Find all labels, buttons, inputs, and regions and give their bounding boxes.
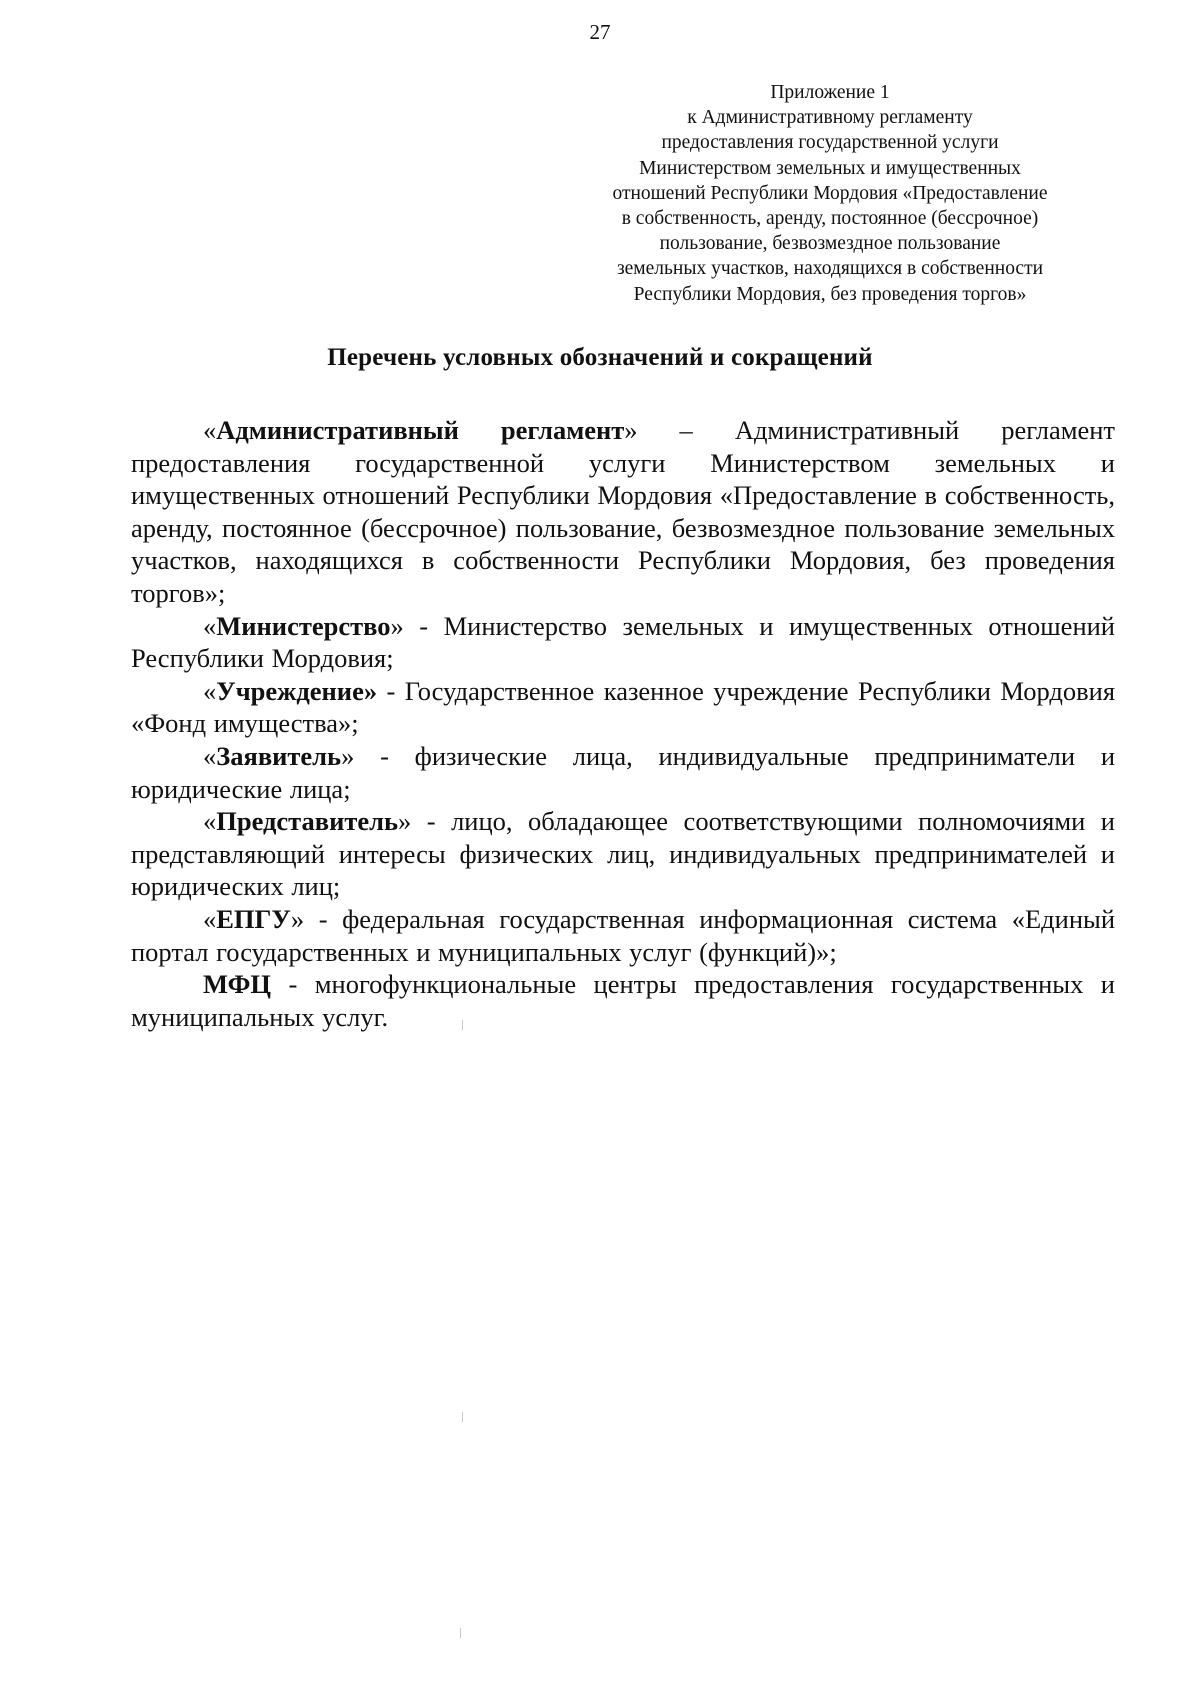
- scan-speck: [462, 1412, 463, 1422]
- definition-dash: -: [354, 740, 415, 771]
- close-quote: »: [290, 903, 305, 934]
- document-title: Перечень условных обозначений и сокращений: [327, 344, 873, 371]
- definition-dash: -: [304, 903, 343, 934]
- page-number: 27: [589, 20, 611, 44]
- definition-administrative-regulation: [131, 414, 1115, 610]
- appendix-line: пользование, безвозмездное пользование: [659, 233, 1001, 255]
- definition-ministry: [131, 610, 1115, 675]
- open-quote: «: [203, 903, 217, 934]
- close-quote: »: [341, 740, 355, 771]
- definition-institution: [131, 675, 1115, 740]
- definition-term: Заявитель: [216, 740, 342, 771]
- definition-dash: -: [403, 610, 444, 641]
- open-quote: «: [203, 806, 217, 837]
- definition-dash: -: [271, 969, 315, 1000]
- open-quote: «: [203, 415, 217, 445]
- definition-text: физические лица, индивидуальные предприниматели и юридические лица;: [131, 740, 1115, 804]
- definition-representative: [131, 805, 1115, 903]
- definition-term: ЕПГУ: [216, 903, 291, 934]
- close-quote: »: [398, 806, 412, 837]
- definition-term: МФЦ: [203, 969, 272, 1000]
- definition-dash: –: [637, 415, 735, 445]
- definition-mfc: [131, 968, 1115, 1033]
- open-quote: «: [203, 675, 217, 706]
- definition-dash: -: [411, 806, 452, 837]
- appendix-line: в собственность, аренду, постоянное (бессрочное): [621, 208, 1039, 230]
- open-quote: «: [203, 740, 217, 771]
- appendix-line: Министерством земельных и имущественных: [639, 157, 1021, 179]
- definition-dash: -: [377, 675, 405, 706]
- definition-term: Представитель: [216, 806, 399, 837]
- appendix-line: к Административному регламенту: [687, 107, 973, 129]
- definition-text: Государственное казенное учреждение Республики Мордовия «Фонд имущества»;: [131, 675, 1116, 739]
- appendix-line: предоставления государственной услуги: [661, 132, 999, 154]
- close-quote: »: [624, 415, 638, 445]
- definitions-list: [131, 414, 1115, 1033]
- close-quote: »: [390, 610, 404, 641]
- open-quote: «: [203, 610, 217, 641]
- definition-text: многофункциональные центры предоставления государственных и муниципальных услуг.: [131, 969, 1115, 1032]
- appendix-line: Республики Мордовия, без проведения торгов»: [633, 283, 1027, 305]
- definition-applicant: [131, 740, 1115, 805]
- definition-term: Министерство: [216, 610, 391, 641]
- definition-term: Административный регламент: [216, 415, 625, 445]
- appendix-line: земельных участков, находящихся в собственности: [616, 258, 1044, 280]
- definition-term: Учреждение»: [216, 675, 378, 706]
- appendix-line: отношений Республики Мордовия «Предоставление: [612, 182, 1048, 204]
- definition-text: федеральная государственная информационная система «Единый портал государственных и муниципальных услуг (функций)»;: [131, 903, 1116, 967]
- appendix-line: Приложение 1: [770, 82, 890, 103]
- definition-epgu: [131, 903, 1115, 968]
- definition-text: Административный регламент предоставления государственной услуги Министерством земельных и имущественных отношений Республики Мордовия «Предоставление в собственность, аренду, постоянное (бессрочное) пользование, безвозмездное пользование земельных участков, находящихся в собственности Республики Мордовия, без проведения торгов»;: [131, 415, 1116, 608]
- scan-speck: [460, 1628, 461, 1638]
- appendix-header: [580, 80, 1080, 307]
- scan-speck: [462, 1020, 463, 1030]
- definition-text: Министерство земельных и имущественных отношений Республики Мордовия;: [131, 610, 1115, 674]
- definition-text: лицо, обладающее соответствующими полномочиями и представляющий интересы физических лиц, индивидуальных предпринимателей и юридических лиц;: [131, 806, 1115, 902]
